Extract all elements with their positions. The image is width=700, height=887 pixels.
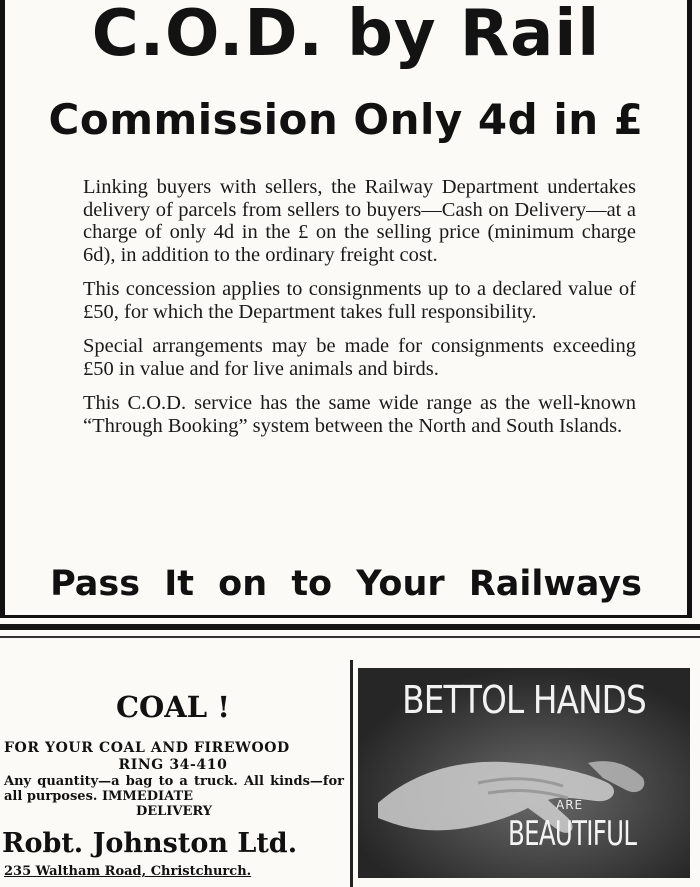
separator-rule-thin xyxy=(0,636,700,638)
coal-tagline: FOR YOUR COAL AND FIREWOOD xyxy=(4,740,290,756)
coal-company: Robt. Johnston Ltd. xyxy=(2,828,298,859)
paragraph: Linking buyers with sellers, the Railway Department undertakes delivery of parcels from sellers to buyers—Cash on Delivery—at a charge of only 4d in the £ on the selling price (minimum charge 6d), in addition to the ordinary freight cost. xyxy=(83,176,636,266)
body-text xyxy=(83,176,636,449)
coal-address: 235 Waltham Road, Christchurch. xyxy=(4,864,252,879)
coal-description xyxy=(4,774,344,819)
paragraph: Special arrangements may be made for consignments exceeding £50 in value and for live animals and birds. xyxy=(83,335,636,380)
paragraph: This C.O.D. service has the same wide range as the well-known “Through Booking” system between the North and South Islands. xyxy=(83,392,636,437)
subheadline: Commission Only 4d in £ xyxy=(48,95,644,144)
coal-title: COAL ! xyxy=(115,690,231,724)
coal-delivery: DELIVERY xyxy=(135,804,213,819)
bettol-are: ARE xyxy=(556,798,584,812)
coal-advertisement xyxy=(0,660,350,887)
bettol-advertisement xyxy=(358,668,690,878)
headline: C.O.D. by Rail xyxy=(91,0,601,71)
separator-rule xyxy=(0,624,700,630)
bettol-beautiful: BEAUTIFUL xyxy=(508,814,637,854)
coal-phone: RING 34-410 xyxy=(118,757,228,773)
bettol-title: BETTOL HANDS xyxy=(402,678,646,722)
column-divider xyxy=(350,660,353,887)
coal-description-text: Any quantity—a bag to a truck. All kinds—for all purposes. IMMEDIATE xyxy=(4,774,344,804)
paragraph: This concession applies to consignments up to a declared value of £50, for which the Department takes full responsibility. xyxy=(83,278,636,323)
tagline: Pass It on to Your Railways xyxy=(50,564,642,604)
